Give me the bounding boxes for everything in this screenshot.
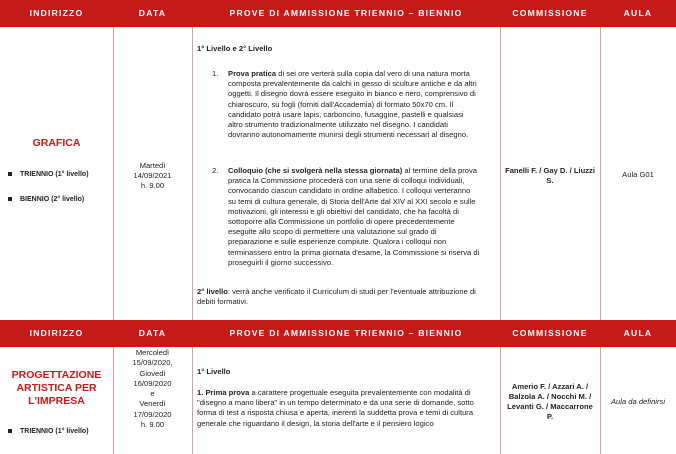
header-prove: PROVE DI AMMISSIONE TRIENNIO – BIENNIO bbox=[229, 328, 463, 338]
header-indirizzo: INDIRIZZO bbox=[29, 328, 84, 338]
header-prove: PROVE DI AMMISSIONE TRIENNIO – BIENNIO bbox=[229, 8, 463, 18]
commissione-row1: Fanelli F. / Gay D. / Liuzzi S. bbox=[505, 166, 595, 185]
prove-intro: 1° Livello bbox=[197, 367, 231, 376]
prima-prova-text: 1. Prima prova a carattere progettuale eseguita prevalentemente con modalità di "disegno a mano libera" in un tempo determinato e da una serie di domande, sotto forma di test a risposta chiusa e aperta, inerenti la suddetta prova e temi di cultura generale che riguardano il design, la storia dell'arte e il pensiero logico bbox=[197, 388, 474, 428]
header-data: DATA bbox=[138, 8, 167, 18]
header-aula: AULA bbox=[623, 8, 653, 18]
indirizzo-grafica: GRAFICA bbox=[32, 137, 81, 149]
table-header bbox=[0, 320, 676, 347]
colloquio-text: Colloquio (che si svolgerà nella stessa giornata) al termine della prova pratica la Commissione procederà con una serie di colloqui individuali, convocando ciascun candidato in ordine alfabetico. I colloqui verteranno su temi di cultura generale, di Storia dell'Arte dal XIV al XXI secolo e sulle motivazioni, gli interessi e gli obiettivi del candidato, che ha facoltà di sottoporre alla Commissione un portfolio di opere precedentemente eseguite allo scopo di permettere una valutazione sul grado di preparazione e sulle esperienze compiute. Qualora i colloqui non terminassero entro la prima giornata d'esame, la Commissione si riserva di proseguirli il giorno successivo. bbox=[228, 166, 480, 267]
item-number: 1. bbox=[212, 69, 219, 78]
list-item: TRIENNIO (1° livello) bbox=[8, 428, 89, 435]
data-row2: Mercoledì 15/09/2020, Giovedì 16/09/2020 e Venerdì 17/09/2020 h. 9.00 bbox=[132, 348, 173, 430]
aula-row2: Aula da definirsi bbox=[610, 397, 666, 406]
note-2-livello: 2° livello: verrà anche verificato il Curriculum di studi per l'eventuale attribuzione di debiti formativi. bbox=[197, 287, 476, 307]
prove-intro: 1° Livello e 2° Livello bbox=[197, 44, 273, 53]
aula-row1: Aula G01 bbox=[622, 170, 654, 179]
table-header bbox=[0, 0, 676, 27]
header-aula: AULA bbox=[623, 328, 653, 338]
item-number: 2. bbox=[212, 166, 219, 175]
prova-pratica-text: Prova pratica di sei ore verterà sulla copia dal vero di una natura morta composta prevalentemente da calchi in gesso di sculture antiche e da altri oggetti. Il disegno dovrà essere eseguito in bianco e nero, comprensivo di chiaroscuro, su fogli (forniti dall'Accademia) di formato 50x70 cm. Il candidato potrà usare lapis, carboncino, fusaggine, pastelli e qualsiasi altro strumento tradizionalmente utilizzato nel disegno. I candidati dovranno autonomamente munirsi degli strumenti necessari al disegno. bbox=[228, 69, 477, 140]
header-data: DATA bbox=[138, 328, 167, 338]
header-indirizzo: INDIRIZZO bbox=[29, 8, 84, 18]
commissione-row2: Amerio F. / Azzari A. / Balzola A. / Nocchi M. / Levanti G. / Maccarrone P. bbox=[507, 382, 593, 421]
indirizzo-progettazione: PROGETTAZIONE ARTISTICA PER L'IMPRESA bbox=[11, 369, 102, 407]
header-commissione: COMMISSIONE bbox=[512, 8, 588, 18]
list-item: BIENNIO (2° livello) bbox=[8, 196, 84, 203]
data-row1: Martedì 14/09/2021 h. 9.00 bbox=[133, 161, 172, 190]
list-item: TRIENNIO (1° livello) bbox=[8, 171, 89, 178]
header-commissione: COMMISSIONE bbox=[512, 328, 588, 338]
